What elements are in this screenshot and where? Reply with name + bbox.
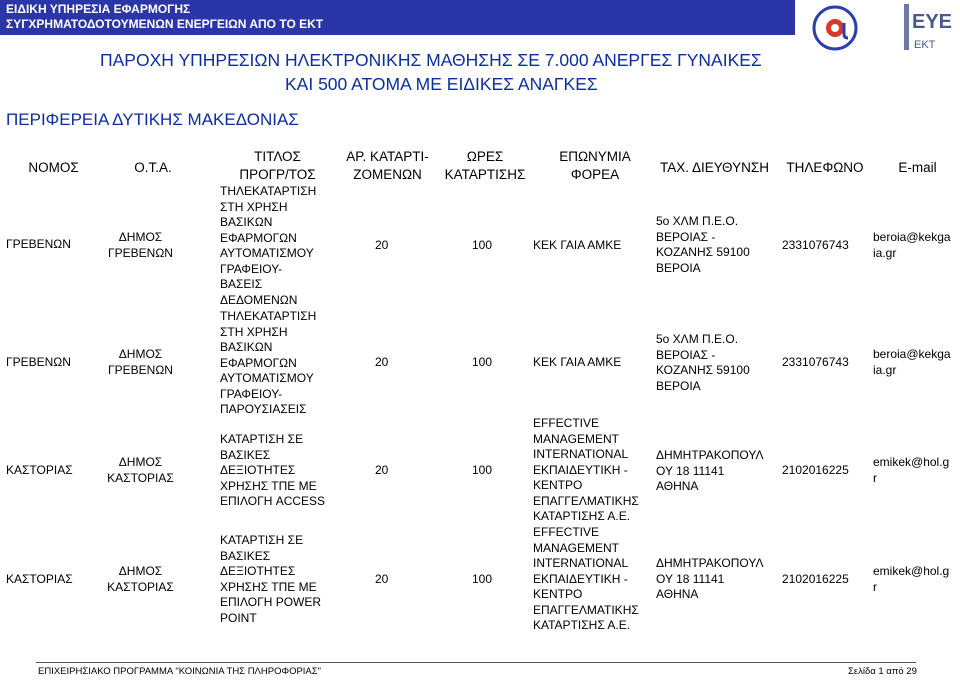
col-header-eponymia: ΕΠΩΝΥΜΙΑ ΦΟΡΕΑ [559, 149, 631, 182]
cell-eponymia: ΚΕΚ ΓΑΙΑ ΑΜΚΕ [533, 238, 622, 252]
cell-nomos: ΓΡΕΒΕΝΩΝ [6, 237, 71, 251]
cell-ores: 100 [472, 355, 493, 369]
cell-titlos: ΚΑΤΑΡΤΙΣΗ ΣΕ ΒΑΣΙΚΕΣ ΔΕΞΙΟΤΗΤΕΣ ΧΡΗΣΗΣ ΤΠΕ ΜΕ ΕΠΙΛΟΓΗ ACCESS [220, 432, 326, 508]
cell-nomos: ΚΑΣΤΟΡΙΑΣ [6, 572, 73, 586]
cell-ota: ΔΗΜΟΣ ΚΑΣΤΟΡΙΑΣ [107, 564, 174, 594]
eye-logo [902, 0, 960, 55]
at-logo-icon [812, 5, 858, 51]
col-header-tax: ΤΑΧ. ΔΙΕΥΘΥΝΣΗ [660, 160, 769, 175]
cell-ar: 20 [375, 355, 389, 369]
col-header-ores: ΩΡΕΣ ΚΑΤΑΡΤΙΣΗΣ [444, 149, 526, 182]
cell-eponymia: EFFECTIVE MANAGEMENT INTERNATIONAL ΕΚΠΑΙΔΕΥΤΙΚΗ - ΚΕΝΤΡΟ ΕΠΑΓΓΕΛΜΑΤΙΚΗΣ ΚΑΤΑΡΤΙΣΗΣ Α.Ε. [533, 525, 639, 632]
col-header-ar: ΑΡ. ΚΑΤΑΡΤΙ- ΖΟΜΕΝΩΝ [346, 149, 429, 182]
cell-tax: ΔΗΜΗΤΡΑΚΟΠΟΥΛ ΟΥ 18 11141 ΑΘΗΝΑ [656, 448, 764, 493]
col-header-email: E-mail [898, 160, 937, 175]
title-line-2: ΚΑΙ 500 ΑΤΟΜΑ ΜΕ ΕΙΔΙΚΕΣ ΑΝΑΓΚΕΣ [285, 74, 598, 94]
cell-email[interactable]: emikek@hol.g r [873, 455, 950, 485]
cell-nomos: ΓΡΕΒΕΝΩΝ [6, 355, 71, 369]
title-line-1: ΠΑΡΟΧΗ ΥΠΗΡΕΣΙΩΝ ΗΛΕΚΤΡΟΝΙΚΗΣ ΜΑΘΗΣΗΣ ΣΕ 7.000 ΑΝΕΡΓΕΣ ΓΥΝΑΙΚΕΣ [100, 50, 762, 70]
cell-ar: 20 [375, 238, 389, 252]
cell-tax: 5ο ΧΛΜ Π.Ε.Ο. ΒΕΡΟΙΑΣ - ΚΟΖΑΝΗΣ 59100 ΒΕΡΟΙΑ [656, 332, 750, 393]
cell-tax: 5ο ΧΛΜ Π.Ε.Ο. ΒΕΡΟΙΑΣ - ΚΟΖΑΝΗΣ 59100 ΒΕΡΟΙΑ [656, 214, 750, 275]
cell-tel: 2102016225 [782, 572, 849, 586]
eye-logo-icon [902, 0, 960, 55]
cell-tel: 2102016225 [782, 463, 849, 477]
cell-eponymia: EFFECTIVE MANAGEMENT INTERNATIONAL ΕΚΠΑΙΔΕΥΤΙΚΗ - ΚΕΝΤΡΟ ΕΠΑΓΓΕΛΜΑΤΙΚΗΣ ΚΑΤΑΡΤΙΣΗΣ Α.Ε. [533, 416, 639, 523]
cell-email[interactable]: beroia@kekga ia.gr [873, 347, 951, 377]
footer-program: ΕΠΙΧΕΙΡΗΣΙΑΚΟ ΠΡΟΓΡΑΜΜΑ "ΚΟΙΝΩΝΙΑ ΤΗΣ ΠΛΗΡΟΦΟΡΙΑΣ" [38, 666, 322, 677]
page-number: Σελίδα 1 από 29 [848, 666, 917, 677]
header-line-1: ΕΙΔΙΚΗ ΥΠΗΡΕΣΙΑ ΕΦΑΡΜΟΓΗΣ [6, 2, 191, 16]
header-line-2: ΣΥΓΧΡΗΜΑΤΟΔΟΤΟΥΜΕΝΩΝ ΕΝΕΡΓΕΙΩΝ ΑΠΟ ΤΟ ΕΚΤ [6, 17, 324, 31]
cell-tel: 2331076743 [782, 238, 849, 252]
cell-ar: 20 [375, 572, 389, 586]
cell-ota: ΔΗΜΟΣ ΓΡΕΒΕΝΩΝ [108, 230, 173, 260]
cell-email[interactable]: beroia@kekga ia.gr [873, 230, 951, 260]
col-header-tel: ΤΗΛΕΦΩΝΟ [786, 160, 864, 175]
col-header-nomos: ΝΟΜΟΣ [28, 160, 79, 175]
cell-nomos: ΚΑΣΤΟΡΙΑΣ [6, 463, 73, 477]
col-header-titlos: ΤΙΤΛΟΣ ΠΡΟΓΡ/ΤΟΣ [239, 149, 316, 182]
cell-ores: 100 [472, 238, 493, 252]
cell-ores: 100 [472, 463, 493, 477]
cell-tel: 2331076743 [782, 355, 849, 369]
eye-logo-sub: ΕΚΤ [914, 39, 936, 51]
eye-logo-text: ΕΥΕ [912, 11, 953, 33]
cell-titlos: ΤΗΛΕΚΑΤΑΡΤΙΣΗ ΣΤΗ ΧΡΗΣΗ ΒΑΣΙΚΩΝ ΕΦΑΡΜΟΓΩΝ ΑΥΤΟΜΑΤΙΣΜΟΥ ΓΡΑΦΕΙΟΥ- ΠΑΡΟΥΣΙΑΣΕΙΣ [220, 309, 317, 416]
region-title: ΠΕΡΙΦΕΡΕΙΑ ΔΥΤΙΚΗΣ ΜΑΚΕΔΟΝΙΑΣ [6, 110, 299, 129]
cell-ota: ΔΗΜΟΣ ΚΑΣΤΟΡΙΑΣ [107, 455, 174, 485]
cell-titlos: ΚΑΤΑΡΤΙΣΗ ΣΕ ΒΑΣΙΚΕΣ ΔΕΞΙΟΤΗΤΕΣ ΧΡΗΣΗΣ ΤΠΕ ΜΕ ΕΠΙΛΟΓΗ POWER POINT [220, 533, 322, 625]
cell-ores: 100 [472, 572, 493, 586]
header-bar [0, 0, 795, 35]
cell-ota: ΔΗΜΟΣ ΓΡΕΒΕΝΩΝ [108, 347, 173, 377]
cell-tax: ΔΗΜΗΤΡΑΚΟΠΟΥΛ ΟΥ 18 11141 ΑΘΗΝΑ [656, 556, 764, 601]
cell-ar: 20 [375, 463, 389, 477]
cell-email[interactable]: emikek@hol.g r [873, 564, 950, 594]
cell-eponymia: ΚΕΚ ΓΑΙΑ ΑΜΚΕ [533, 355, 622, 369]
footer-divider [36, 662, 916, 663]
cell-titlos: ΤΗΛΕΚΑΤΑΡΤΙΣΗ ΣΤΗ ΧΡΗΣΗ ΒΑΣΙΚΩΝ ΕΦΑΡΜΟΓΩΝ ΑΥΤΟΜΑΤΙΣΜΟΥ ΓΡΑΦΕΙΟΥ- ΒΑΣΕΙΣ ΔΕΔΟΜΕΝΩΝ [220, 184, 317, 307]
col-header-ota: Ο.Τ.Α. [134, 160, 172, 175]
